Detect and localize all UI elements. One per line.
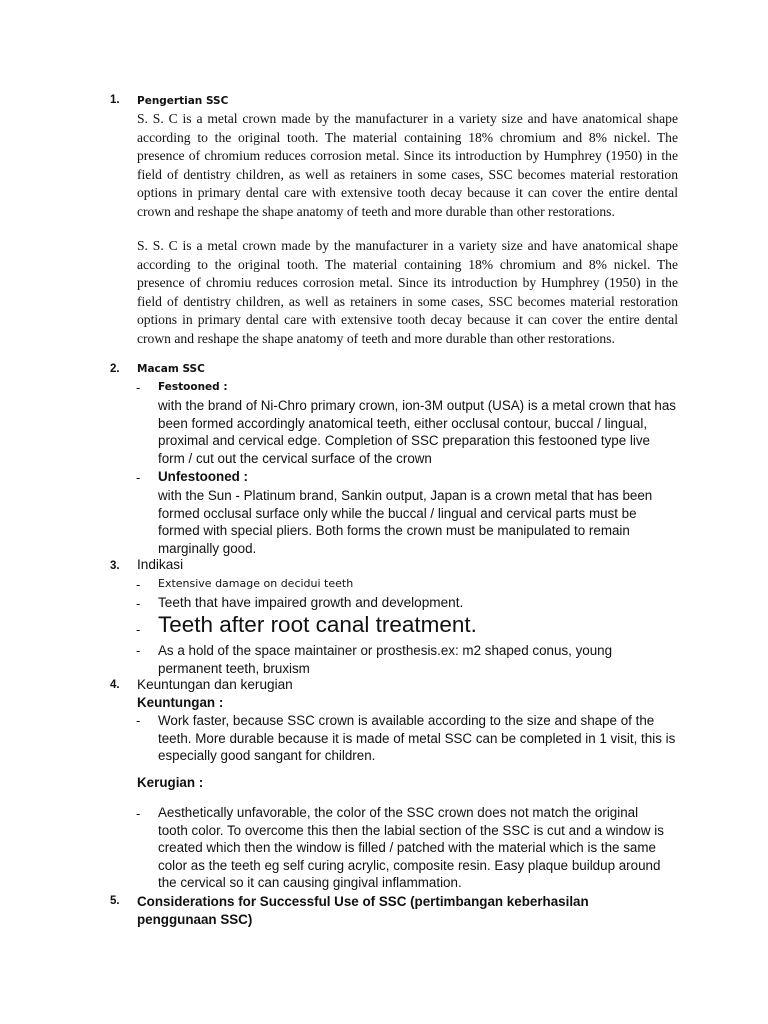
festooned-text: with the brand of Ni-Chro primary crown, ion-3M output (USA) is a metal crown that has been formed accordingly anatomical teeth, either occlusal contour, buccal / lingual, proximal and cervical edge. Completion of SSC preparation this festooned type live form / cut out the cervical surface of the crown: [158, 398, 676, 466]
section-2-number: 2.: [110, 363, 120, 375]
indication-item-2: Teeth that have impaired growth and development.: [158, 595, 464, 610]
bullet-dash: -: [136, 622, 141, 637]
section-5-title: Considerations for Successful Use of SSC (pertimbangan keberhasilan penggunaan SSC): [137, 894, 589, 927]
section-1-number: 1.: [110, 94, 120, 106]
bullet-dash: -: [136, 577, 141, 592]
bullet-dash: -: [136, 596, 141, 611]
section-5-number: 5.: [110, 895, 120, 907]
bullet-dash: -: [136, 713, 141, 728]
unfestooned-label: Unfestooned :: [158, 469, 249, 484]
unfestooned-text: with the Sun - Platinum brand, Sankin output, Japan is a crown metal that has been formed occlusal surface only while the buccal / lingual and cervical parts must be formed with special pliers. Both forms the crown must be manipulated to remain marginally good.: [158, 488, 653, 556]
section-2-title: Macam SSC: [137, 363, 205, 375]
indication-item-4: As a hold of the space maintainer or prosthesis.ex: m2 shaped conus, young permanent teeth, bruxism: [158, 643, 613, 676]
disadvantages-label: Kerugian :: [137, 775, 204, 790]
festooned-label: Festooned :: [158, 381, 228, 393]
section-1-title: Pengertian SSC: [137, 95, 229, 107]
section-3-title: Indikasi: [137, 557, 184, 572]
advantages-text: Work faster, because SSC crown is available according to the size and shape of the teeth. More durable because it is made of metal SSC can be completed in 1 visit, this is especially good sangant for children.: [158, 713, 676, 763]
section-4-title: Keuntungan dan kerugian: [137, 677, 293, 692]
section-4-number: 4.: [110, 679, 120, 691]
bullet-dash: -: [136, 470, 141, 485]
advantages-label: Keuntungan :: [137, 695, 224, 710]
bullet-dash: -: [136, 806, 141, 821]
indication-item-1: Extensive damage on decidui teeth: [158, 577, 354, 590]
indication-item-3: Teeth after root canal treatment.: [158, 612, 477, 637]
disadvantages-text: Aesthetically unfavorable, the color of the SSC crown does not match the original tooth color. To overcome this then the labial section of the SSC is cut and a window is created which then the window is filled / patched with the material which is the same color as the teeth eg self curing acrylic, composite resin. Easy plaque buildup around the cervical so it can causing gingival inflammation.: [158, 805, 664, 890]
section-3-number: 3.: [110, 560, 120, 572]
section-1-paragraph-1: S. S. C is a metal crown made by the manufacturer in a variety size and have anatomical shape according to the original tooth. The material containing 18% chromium and 8% nickel. The presence of chromium reduces corrosion metal. Since its introduction by Humphrey (1950) in the field of dentistry children, as well as retainers in some cases, SSC becomes material restoration options in primary dental care with extensive tooth decay because it can cover the entire dental crown and reshape the shape anatomy of teeth and more durable than other restorations.: [137, 111, 678, 219]
bullet-dash: -: [136, 380, 141, 395]
section-1-paragraph-2: S. S. C is a metal crown made by the manufacturer in a variety size and have anatomical shape according to the original tooth. The material containing 18% chromium and 8% nickel. The presence of chromiu reduces corrosion metal. Since its introduction by Humphrey (1950) in the field of dentistry children, as well as retainers in some cases, SSC becomes material restoration options in primary dental care with extensive tooth decay because it can cover the entire dental crown and reshape the shape anatomy of teeth and more durable than other restorations.: [137, 238, 678, 346]
bullet-dash: -: [136, 643, 141, 658]
